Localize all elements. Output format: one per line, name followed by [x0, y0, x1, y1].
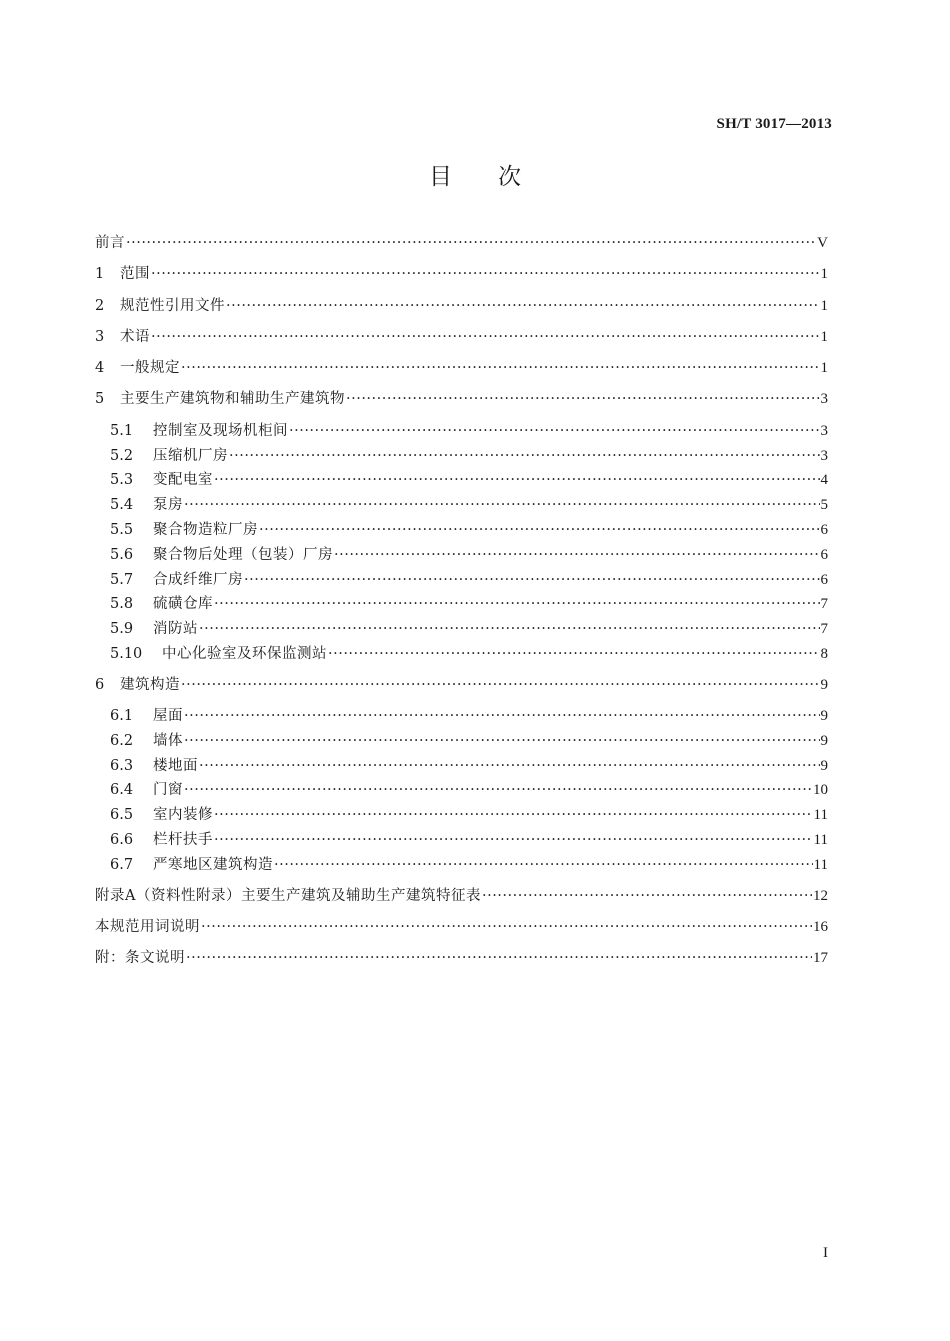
toc-page: 5	[820, 497, 828, 514]
toc-label: 硫磺仓库	[153, 596, 213, 613]
toc-page: 7	[820, 596, 828, 613]
toc-leader	[259, 521, 820, 539]
toc-leader	[181, 676, 820, 694]
toc-entry[interactable]	[95, 676, 828, 707]
toc-label: 门窗	[153, 782, 183, 799]
toc-leader	[199, 757, 820, 775]
toc-entry[interactable]	[95, 918, 828, 949]
toc-subentry[interactable]	[95, 471, 828, 496]
toc-subentry[interactable]	[95, 620, 828, 645]
toc-subentry[interactable]	[95, 856, 828, 881]
toc-subentry[interactable]	[95, 645, 828, 670]
toc-page: V	[817, 235, 828, 251]
toc-leader	[184, 732, 820, 750]
toc-subentry[interactable]	[95, 757, 828, 782]
toc-page: 11	[813, 832, 828, 849]
toc-page: 11	[813, 856, 828, 873]
toc-label: 范围	[120, 266, 150, 283]
toc-label: 屋面	[153, 708, 183, 725]
toc-page: 17	[813, 950, 828, 967]
toc-number: 5.5	[110, 521, 134, 538]
toc-page: 1	[820, 360, 828, 377]
toc-leader	[482, 887, 812, 905]
toc-page: 4	[820, 472, 828, 489]
toc-number: 5.4	[110, 497, 134, 514]
toc-leader	[214, 471, 820, 489]
toc-leader	[184, 781, 812, 799]
toc-subentry[interactable]	[95, 546, 828, 571]
toc-label: 主要生产建筑物和辅助生产建筑物	[120, 391, 345, 408]
toc-number: 1	[95, 266, 105, 283]
toc-number: 6.3	[110, 757, 134, 774]
toc-label: 消防站	[153, 621, 198, 638]
toc-subentry[interactable]	[95, 521, 828, 546]
toc-entry[interactable]	[95, 297, 828, 328]
toc-leader	[214, 831, 813, 849]
toc-number: 5.1	[110, 422, 134, 439]
toc-page: 6	[820, 571, 828, 588]
toc-label: 楼地面	[153, 757, 198, 774]
toc-label: 墙体	[153, 732, 183, 749]
toc-number: 5.7	[110, 571, 134, 588]
toc-entry[interactable]	[95, 265, 828, 296]
toc-label: 附：条文说明	[95, 950, 185, 967]
toc-subentry[interactable]	[95, 571, 828, 596]
toc-label: 聚合物造粒厂房	[153, 521, 258, 538]
toc-number: 2	[95, 297, 105, 314]
page-title: 目次	[429, 164, 567, 190]
toc-leader	[274, 856, 813, 874]
toc-page: 9	[820, 757, 828, 774]
toc-label: 建筑构造	[120, 676, 180, 693]
toc-page: 6	[820, 521, 828, 538]
toc-number: 6	[95, 676, 105, 693]
toc-page: 6	[820, 546, 828, 563]
toc-leader	[199, 620, 820, 638]
toc-leader	[126, 234, 816, 252]
toc-label: 本规范用词说明	[95, 918, 200, 935]
toc-page: 1	[820, 297, 828, 314]
toc-subentry[interactable]	[95, 806, 828, 831]
page-number: I	[823, 1245, 828, 1261]
toc-entry[interactable]	[95, 949, 828, 980]
toc-page: 11	[813, 807, 828, 824]
toc-leader	[328, 645, 820, 663]
toc-number: 6.5	[110, 807, 134, 824]
toc-number: 5.8	[110, 596, 134, 613]
toc-number: 6.2	[110, 732, 134, 749]
standard-code: SH/T 3017—2013	[716, 116, 832, 132]
toc-page: 9	[820, 732, 828, 749]
toc-leader	[214, 595, 820, 613]
toc-page: 12	[813, 887, 828, 904]
toc-subentry[interactable]	[95, 595, 828, 620]
toc-label: 栏杆扶手	[153, 832, 213, 849]
toc-leader	[184, 496, 820, 514]
table-of-contents	[95, 234, 828, 981]
toc-label: 聚合物后处理（包装）厂房	[153, 546, 333, 563]
toc-label: 变配电室	[153, 472, 213, 489]
toc-entry[interactable]	[95, 359, 828, 390]
toc-entry[interactable]	[95, 234, 828, 265]
toc-number: 5.3	[110, 472, 134, 489]
toc-leader	[214, 806, 813, 824]
toc-page: 8	[820, 645, 828, 662]
toc-subentry[interactable]	[95, 422, 828, 447]
toc-leader	[201, 918, 812, 936]
toc-page: 9	[820, 708, 828, 725]
toc-number: 5.9	[110, 621, 134, 638]
toc-entry[interactable]	[95, 390, 828, 421]
toc-label: 附录A（资料性附录）主要生产建筑及辅助生产建筑特征表	[95, 887, 481, 904]
toc-label: 一般规定	[120, 360, 180, 377]
toc-label: 合成纤维厂房	[153, 571, 243, 588]
toc-subentry[interactable]	[95, 831, 828, 856]
toc-leader	[181, 359, 820, 377]
toc-label: 中心化验室及环保监测站	[162, 645, 327, 662]
toc-label: 泵房	[153, 497, 183, 514]
toc-number: 5.2	[110, 447, 134, 464]
toc-label: 规范性引用文件	[120, 297, 225, 314]
toc-subentry[interactable]	[95, 732, 828, 757]
toc-leader	[226, 297, 820, 315]
toc-number: 5.10	[110, 645, 143, 662]
toc-label: 严寒地区建筑构造	[153, 856, 273, 873]
toc-page: 3	[820, 391, 828, 408]
toc-page: 10	[813, 782, 828, 799]
toc-number: 6.6	[110, 832, 134, 849]
toc-number: 4	[95, 360, 105, 377]
toc-leader	[289, 422, 820, 440]
toc-leader	[151, 265, 820, 283]
toc-page: 7	[820, 621, 828, 638]
toc-entry[interactable]	[95, 887, 828, 918]
toc-leader	[229, 447, 820, 465]
toc-number: 5	[95, 391, 105, 408]
toc-label: 压缩机厂房	[153, 447, 228, 464]
toc-subentry[interactable]	[95, 496, 828, 521]
toc-page: 3	[820, 422, 828, 439]
toc-subentry[interactable]	[95, 447, 828, 472]
toc-number: 6.4	[110, 782, 134, 799]
toc-page: 16	[813, 918, 828, 935]
toc-subentry[interactable]	[95, 781, 828, 806]
toc-number: 6.7	[110, 856, 134, 873]
toc-leader	[186, 949, 812, 967]
toc-leader	[151, 328, 820, 346]
toc-leader	[184, 707, 820, 725]
toc-page: 1	[820, 266, 828, 283]
toc-number: 6.1	[110, 708, 134, 725]
toc-page: 1	[820, 328, 828, 345]
toc-label: 前言	[95, 235, 125, 251]
toc-leader	[244, 571, 820, 589]
toc-number: 3	[95, 328, 105, 345]
toc-subentry[interactable]	[95, 707, 828, 732]
toc-label: 术语	[120, 328, 150, 345]
toc-page: 3	[820, 447, 828, 464]
toc-number: 5.6	[110, 546, 134, 563]
toc-label: 室内装修	[153, 807, 213, 824]
toc-leader	[346, 390, 820, 408]
toc-page: 9	[820, 676, 828, 693]
toc-label: 控制室及现场机柜间	[153, 422, 288, 439]
toc-entry[interactable]	[95, 328, 828, 359]
toc-leader	[334, 546, 820, 564]
